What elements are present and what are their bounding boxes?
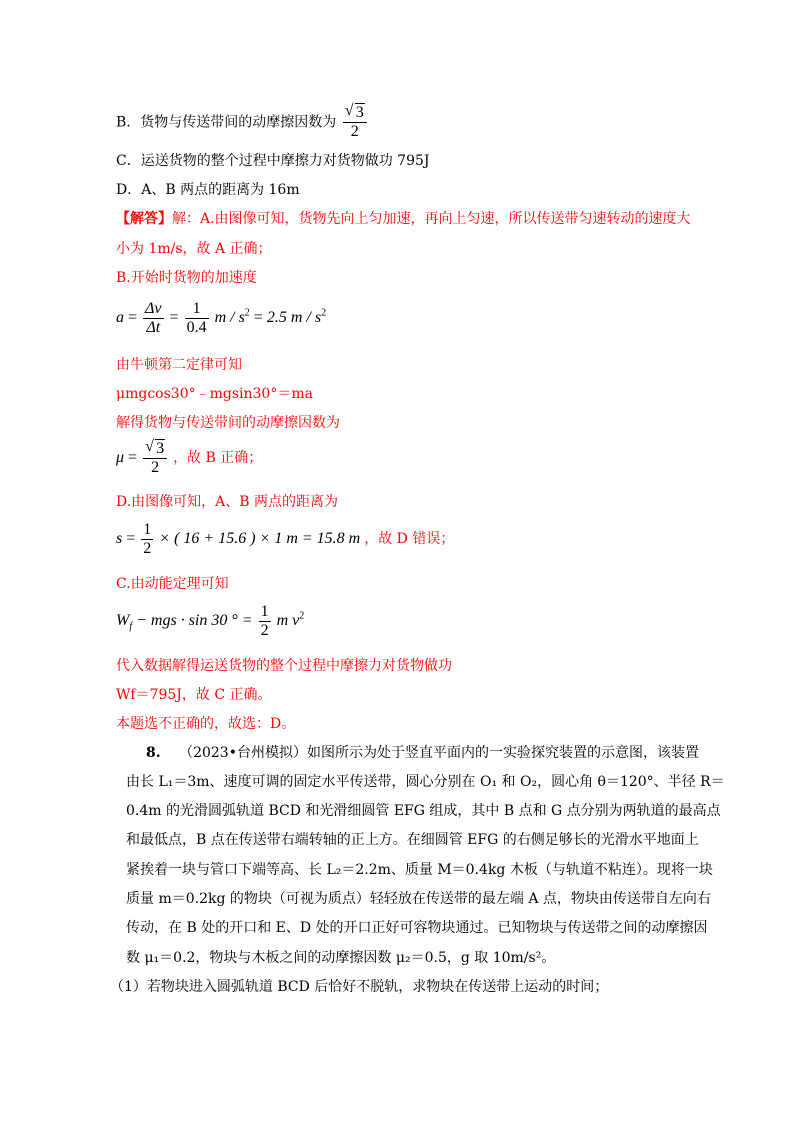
q8-sub-question-1: （1）若物块进入圆弧轨道 BCD 后恰好不脱轨，求物块在传送带上运动的时间；: [110, 979, 609, 995]
c-head: C.由动能定理可知: [116, 576, 229, 592]
option-d: D．A、B 两点的距离为 16m: [116, 182, 300, 198]
conclusion: 本题选不正确的，故选：D。: [116, 716, 296, 732]
solution-intro-2: 小为 1m/s，故 A 正确；: [116, 241, 272, 257]
solution-tag: 【解答】: [116, 211, 172, 227]
newton-equation: μmgcos30°﹣mgsin30°＝ma: [116, 386, 313, 402]
q8-line-3: 0.4m 的光滑圆弧轨道 BCD 和光滑细圆管 EFG 组成，其中 B 点和 G 点分别为两轨道的最高点: [126, 803, 721, 819]
q8-line-2: 由长 L₁＝3m、速度可调的固定水平传送带，圆心分别在 O₁ 和 O₂，圆心角 θ＝120°、半径 R＝: [126, 774, 725, 790]
sqrt-symbol: √ 3: [344, 102, 364, 121]
d-head: D.由图像可知，A、B 两点的距离为: [116, 494, 339, 510]
mu-equation: μ = √ 3 2 ，故 B 正确；: [116, 438, 263, 476]
solution-intro: [116, 209, 691, 229]
solution-b-head: B.开始时货物的加速度: [116, 270, 257, 286]
q8-line-1: 8. （2023•台州模拟）如图所示为处于竖直平面内的一实验探究装置的示意图，该装置: [146, 745, 699, 761]
acceleration-equation: a = $\frac{\Delta v}{\Delta t}$ = $\frac{1}{0.4}$ $m / s^2 = 2.5$ m / $s^2$: [116, 300, 327, 336]
energy-equation: $W_f$ − mgs · sin 30 ° = $\frac{1}{2}$ m $v^2$: [116, 603, 305, 639]
c-sub-head: 代入数据解得运送货物的整个过程中摩擦力对货物做功: [116, 658, 452, 674]
newton-head: 由牛顿第二定律可知: [116, 357, 242, 373]
distance-equation: s = $\frac{1}{2}$ × ( 16 + 15.6 ) × 1 m = 15.8 m ，故 D 错误；: [116, 521, 455, 557]
q8-number: 8.: [146, 745, 161, 761]
option-b-text: B．货物与传送带间的动摩擦因数为: [116, 114, 337, 131]
q8-line-6: 质量 m＝0.2kg 的物块（可视为质点）轻轻放在传送带的最左端 A 点，物块由传送带自左向右: [126, 891, 711, 907]
c-result: Wf＝795J，故 C 正确。: [116, 687, 272, 703]
option-b-fraction: √ 3 2: [343, 104, 367, 141]
q8-line-5: 紧挨着一块与管口下端等高、长 L₂＝2.2m、质量 M＝0.4kg 木板（与轨道不粘连）。现将一块: [126, 862, 713, 878]
option-b: [116, 104, 369, 141]
solution-intro-text: 解：A.由图像可知，货物先向上匀加速，再向上匀速，所以传送带匀速转动的速度大: [172, 211, 691, 227]
mu-head: 解得货物与传送带间的动摩擦因数为: [116, 415, 340, 431]
option-c: C．运送货物的整个过程中摩擦力对货物做功 795J: [116, 153, 430, 169]
q8-line-4: 和最低点，B 点在传送带右端转轴的正上方。在细圆管 EFG 的右侧足够长的光滑水平地面上: [126, 832, 699, 848]
q8-line-8: 数 μ₁＝0.2，物块与木板之间的动摩擦因数 μ₂＝0.5，g 取 10m/s²。: [126, 950, 556, 966]
q8-line-7: 传动，在 B 处的开口和 E、D 处的开口正好可容物块通过。已知物块与传送带之间的动摩擦因: [126, 920, 708, 936]
